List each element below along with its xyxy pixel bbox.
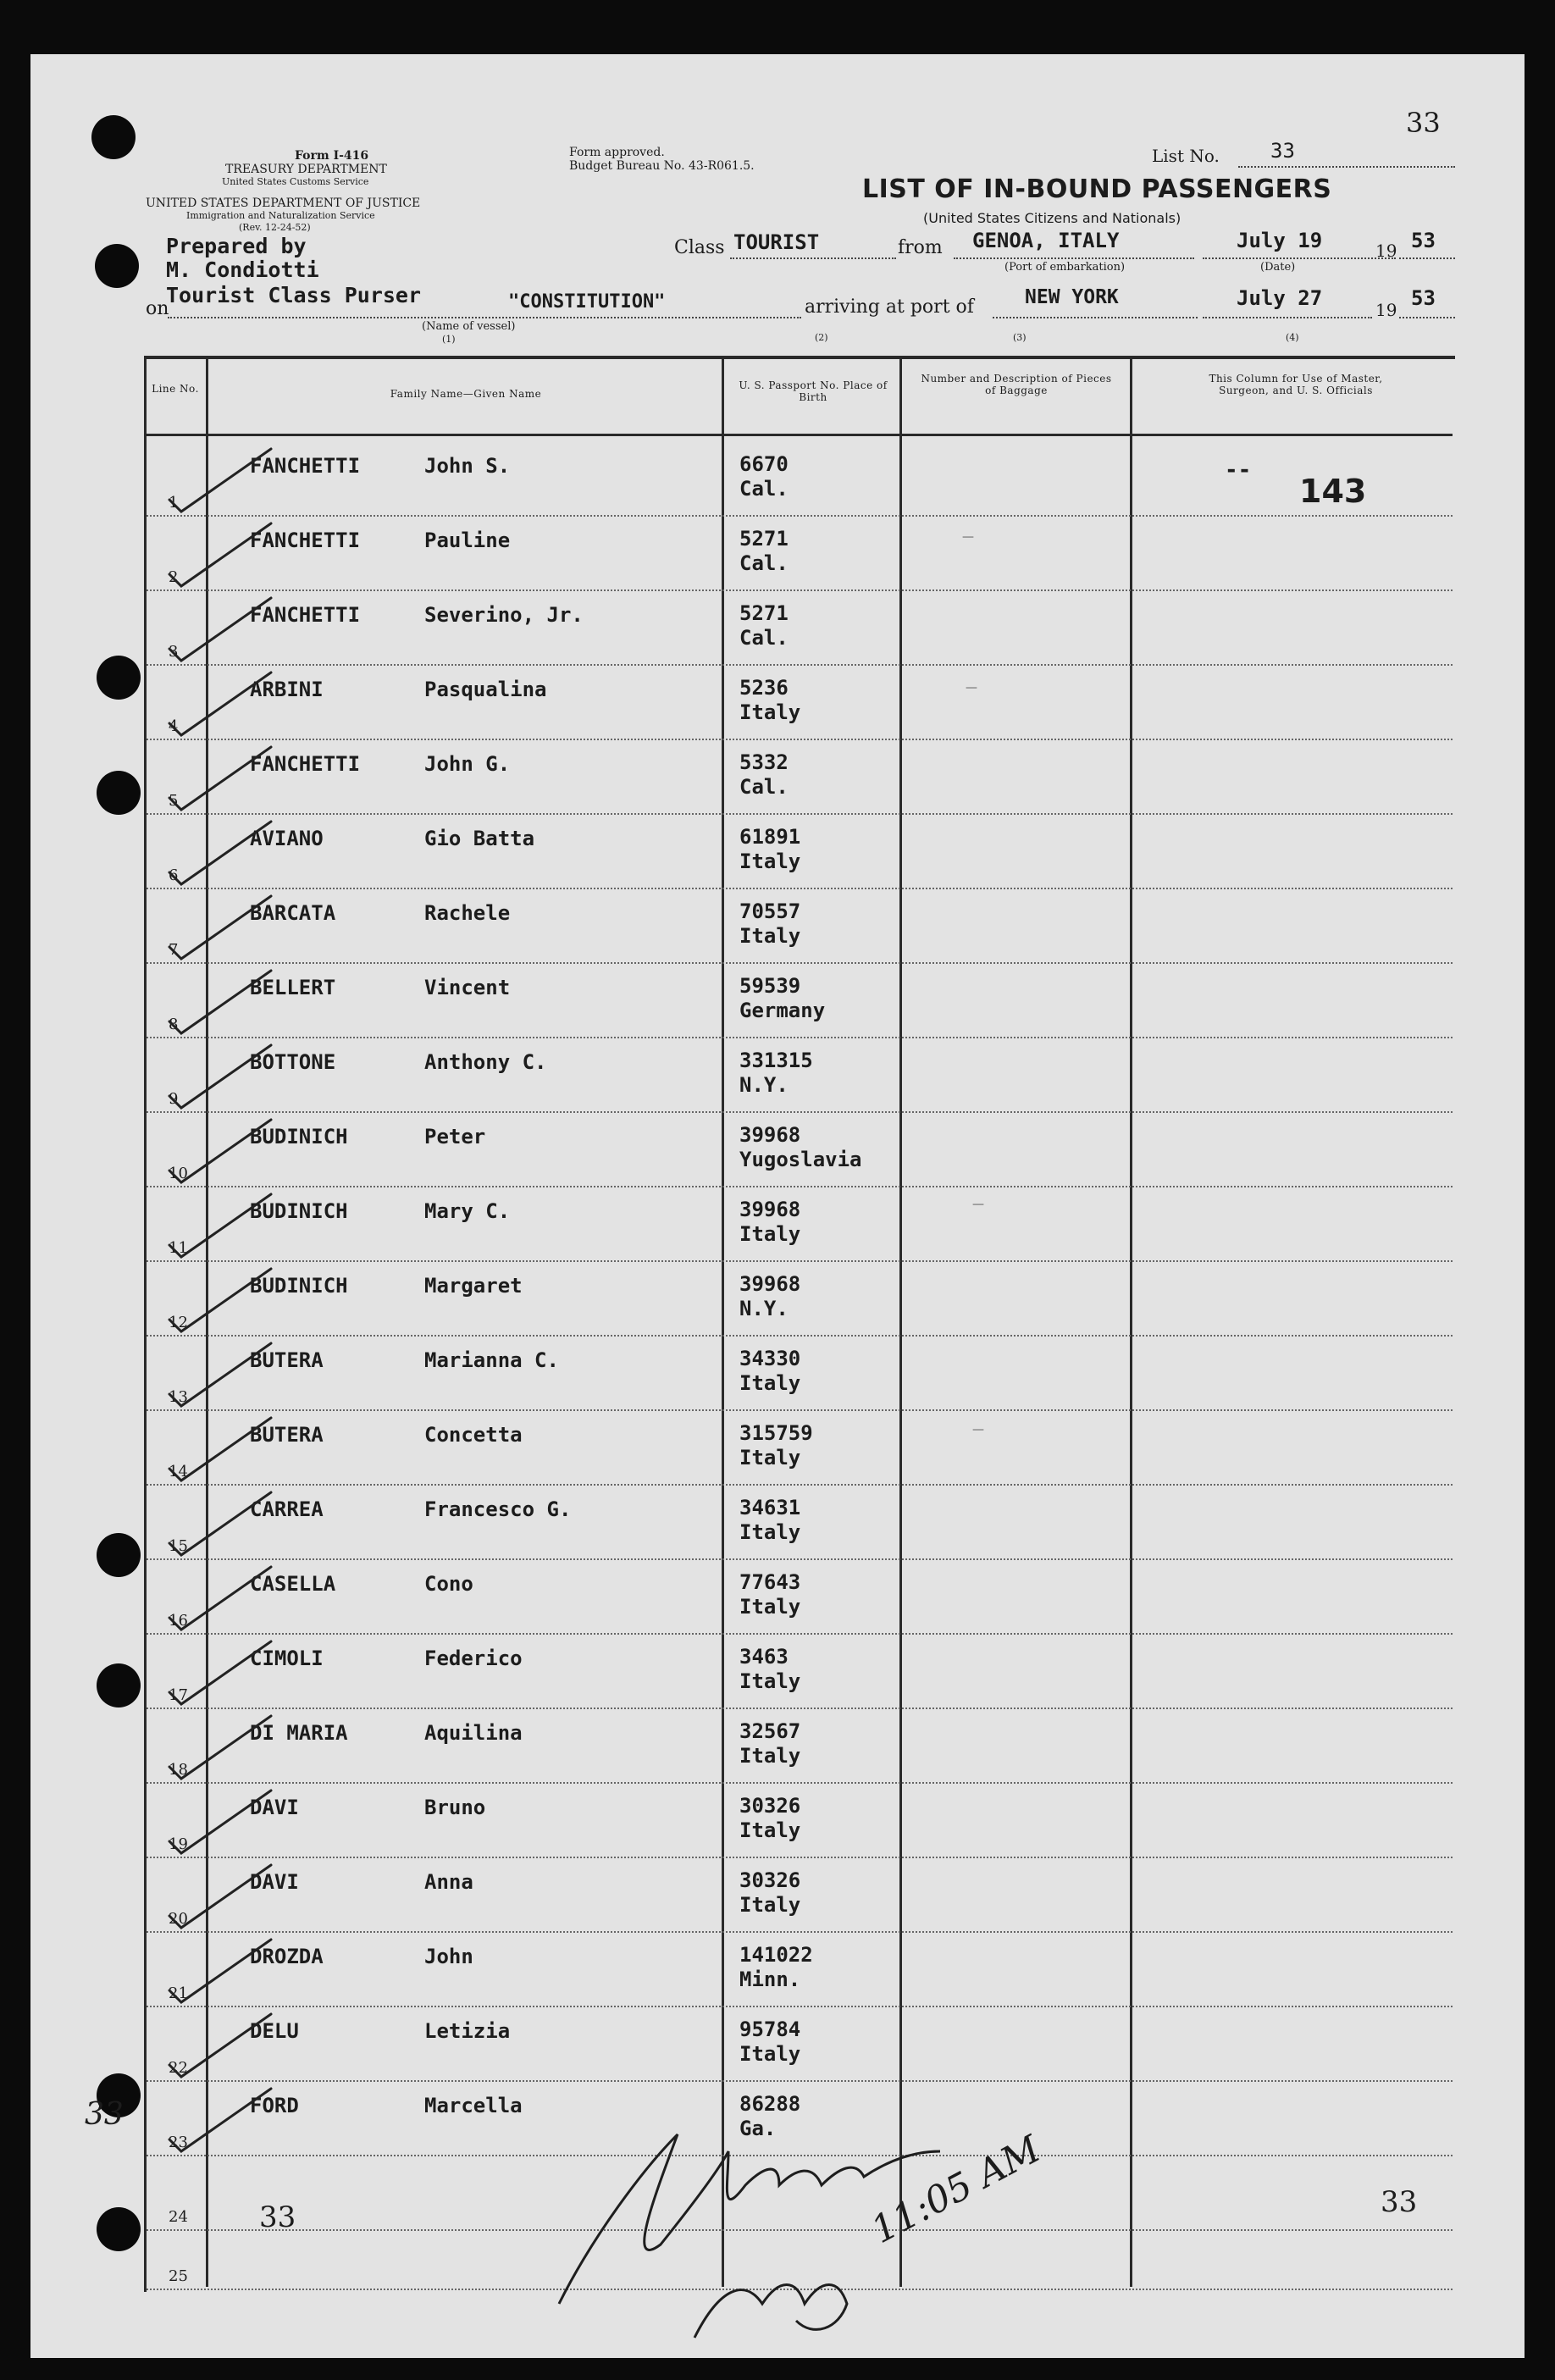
passport-number: 34330 [739, 1347, 801, 1370]
binder-hole [97, 2207, 141, 2251]
table-row [147, 739, 1453, 815]
place-of-birth: Italy [739, 2042, 801, 2066]
budget-bureau-no: Budget Bureau No. 43-R061.5. [569, 159, 755, 173]
place-of-birth: Italy [739, 700, 801, 724]
passport-cell [739, 974, 825, 1023]
arrival-port: NEW YORK [1025, 286, 1119, 308]
table-row [147, 1857, 1453, 1933]
table-row [147, 589, 1453, 666]
given-name: John [424, 1945, 473, 1968]
given-name: Pauline [424, 529, 511, 552]
passport-number: 331315 [739, 1049, 813, 1072]
header-official-use: This Column for Use of Master, Surgeon, and U. S. Officials [1209, 373, 1383, 396]
corner-page-number: 33 [1406, 107, 1441, 139]
baggage-mark: — [972, 1198, 984, 1211]
table-row [147, 962, 1453, 1038]
vessel-name: "CONSTITUTION" [508, 291, 666, 313]
line-number: 14 [169, 1463, 188, 1481]
departure-year-prefix: 19 [1375, 241, 1397, 261]
given-name: Concetta [424, 1423, 523, 1447]
place-of-birth: Italy [739, 1446, 801, 1470]
family-name: AVIANO [250, 827, 324, 850]
line-number: 1 [169, 494, 179, 512]
given-name: Francesco G. [424, 1497, 572, 1521]
passport-number: 77643 [739, 1570, 801, 1594]
place-of-birth: N.Y. [739, 1073, 789, 1097]
family-name: BUTERA [250, 1348, 324, 1372]
line-number: 21 [169, 1984, 188, 2002]
passport-number: 32567 [739, 1719, 801, 1743]
place-of-birth: Cal. [739, 626, 789, 650]
table-row [147, 1037, 1453, 1113]
given-name: Letizia [424, 2019, 511, 2043]
passport-cell [739, 2092, 800, 2141]
family-name: DAVI [250, 1796, 299, 1819]
line-number: 7 [169, 941, 179, 959]
given-name: Vincent [424, 976, 511, 999]
footer-right-number: 33 [1381, 2185, 1418, 2219]
passport-number: 30326 [739, 1868, 801, 1892]
table-row [147, 2080, 1453, 2156]
port-of-embarkation: GENOA, ITALY [972, 229, 1120, 252]
family-name: FANCHETTI [250, 603, 361, 627]
passport-number: 34631 [739, 1496, 801, 1519]
place-of-birth: Yugoslavia [739, 1148, 862, 1171]
place-of-birth: Cal. [739, 551, 789, 575]
header-baggage: Number and Description of Pieces of Baggage [921, 373, 1112, 396]
binder-hole [97, 656, 141, 700]
table-row [147, 2006, 1453, 2082]
departure-year: 53 [1411, 229, 1436, 252]
handwritten-time: 11:05 AM [864, 2127, 1048, 2253]
prepared-by-label: Prepared by [166, 234, 307, 258]
passport-cell [739, 1496, 800, 1545]
justice-department: UNITED STATES DEPARTMENT OF JUSTICE [146, 196, 421, 210]
line-number: 25 [169, 2267, 188, 2285]
given-name: John S. [424, 454, 511, 478]
table-row [147, 1708, 1453, 1784]
passport-number: 39968 [739, 1272, 801, 1296]
binder-hole [95, 244, 139, 288]
arriving-label: arriving at port of [805, 296, 974, 318]
list-no-value: 33 [1270, 139, 1295, 163]
prepared-by-name: M. Condiotti [166, 257, 319, 282]
given-name: Rachele [424, 901, 511, 925]
departure-date: July 19 [1237, 229, 1323, 252]
place-of-birth: Italy [739, 850, 801, 873]
place-of-birth: Ga. [739, 2117, 777, 2140]
header-line-no: Line No. [152, 383, 199, 395]
line-number: 4 [169, 717, 179, 735]
family-name: CASELLA [250, 1572, 336, 1596]
table-row [147, 1782, 1453, 1858]
passport-cell [739, 1868, 800, 1918]
line-number: 8 [169, 1016, 179, 1033]
form-approved: Form approved. [569, 146, 665, 159]
given-name: Margaret [424, 1274, 523, 1298]
passport-cell [739, 601, 789, 650]
binder-hole [91, 115, 136, 159]
table-row [147, 1335, 1453, 1411]
place-of-birth: Cal. [739, 775, 789, 799]
official-count: 143 [1299, 473, 1367, 510]
table-row [147, 515, 1453, 591]
passport-cell [739, 1645, 800, 1694]
table-row [147, 1558, 1453, 1635]
baggage-mark: — [966, 681, 977, 695]
line-number: 19 [169, 1835, 188, 1853]
col3-number: (3) [1013, 332, 1027, 343]
given-name: Cono [424, 1572, 473, 1596]
family-name: ARBINI [250, 678, 324, 701]
footer-left-number: 33 [259, 2200, 296, 2234]
customs-service: United States Customs Service [222, 176, 369, 187]
from-label: from [898, 237, 943, 258]
col2-number: (2) [815, 332, 828, 343]
given-name: Anthony C. [424, 1050, 547, 1074]
family-name: CARREA [250, 1497, 324, 1521]
table-row [147, 1260, 1453, 1337]
passport-cell [739, 676, 800, 725]
passport-number: 59539 [739, 974, 801, 998]
port-embark-caption: (Port of embarkation) [1004, 261, 1126, 274]
passport-number: 5271 [739, 601, 789, 625]
binder-hole [97, 1663, 141, 1708]
given-name: Federico [424, 1647, 523, 1670]
passport-number: 30326 [739, 1794, 801, 1818]
header-name: Family Name—Given Name [390, 388, 542, 400]
place-of-birth: Italy [739, 1818, 801, 1842]
passport-cell [739, 1049, 813, 1098]
family-name: FANCHETTI [250, 454, 361, 478]
line-number: 24 [169, 2208, 188, 2226]
line-number: 15 [169, 1537, 188, 1555]
place-of-birth: Minn. [739, 1968, 801, 1991]
header-passport: U. S. Passport No. Place of Birth [739, 379, 888, 403]
place-of-birth: Italy [739, 924, 801, 948]
given-name: Bruno [424, 1796, 486, 1819]
given-name: Marianna C. [424, 1348, 559, 1372]
place-of-birth: N.Y. [739, 1297, 789, 1320]
line-number: 6 [169, 866, 179, 884]
passport-number: 141022 [739, 1943, 813, 1967]
class-value: TOURIST [733, 230, 820, 254]
table-row [147, 664, 1453, 740]
family-name: BELLERT [250, 976, 336, 999]
passport-number: 3463 [739, 1645, 789, 1669]
given-name: Severino, Jr. [424, 603, 584, 627]
line-number: 20 [169, 1910, 188, 1928]
binder-hole [97, 1533, 141, 1577]
table-row [147, 1931, 1453, 2007]
family-name: DI MARIA [250, 1721, 348, 1745]
prepared-by-title: Tourist Class Purser [166, 283, 422, 307]
col4-number: (4) [1286, 332, 1299, 343]
list-no-label: List No. [1152, 146, 1220, 166]
line-number: 22 [169, 2059, 188, 2077]
passport-number: 5236 [739, 676, 789, 700]
col1-number: (1) [442, 334, 456, 345]
passport-cell [739, 1943, 813, 1992]
form-number: Form I-416 [295, 149, 369, 163]
line-number: 23 [169, 2134, 188, 2151]
passport-cell [739, 1794, 800, 1843]
line-number: 18 [169, 1761, 188, 1779]
passport-number: 6670 [739, 452, 789, 476]
passport-cell [739, 1570, 800, 1619]
arrival-date: July 27 [1237, 286, 1323, 310]
passport-cell [739, 899, 800, 949]
family-name: BUDINICH [250, 1274, 348, 1298]
passport-number: 70557 [739, 899, 801, 923]
official-dash: -- [1225, 457, 1252, 483]
family-name: BUTERA [250, 1423, 324, 1447]
arrival-year: 53 [1411, 286, 1436, 310]
passport-cell [739, 1347, 800, 1396]
given-name: Aquilina [424, 1721, 523, 1745]
line-number: 16 [169, 1612, 188, 1630]
place-of-birth: Germany [739, 999, 826, 1022]
family-name: BOTTONE [250, 1050, 336, 1074]
place-of-birth: Italy [739, 1520, 801, 1544]
table-row [147, 1484, 1453, 1560]
passport-number: 5271 [739, 527, 789, 551]
given-name: John G. [424, 752, 511, 776]
passport-cell [739, 750, 789, 800]
class-label: Class [674, 237, 725, 258]
place-of-birth: Italy [739, 1595, 801, 1619]
treasury-department: TREASURY DEPARTMENT [225, 163, 387, 176]
table-row [147, 1111, 1453, 1187]
passport-cell [739, 452, 789, 501]
table-row [147, 1186, 1453, 1262]
family-name: FORD [250, 2094, 299, 2117]
line-number: 2 [169, 568, 179, 586]
table-row [147, 2222, 1453, 2290]
passport-cell [739, 1421, 813, 1470]
baggage-mark: — [962, 530, 974, 544]
passport-cell [739, 1719, 800, 1768]
passport-number: 39968 [739, 1198, 801, 1221]
baggage-mark: — [972, 1423, 984, 1436]
table-row [147, 2155, 1453, 2231]
passport-number: 315759 [739, 1421, 813, 1445]
passport-cell [739, 1123, 862, 1172]
passport-cell [739, 527, 789, 576]
table-row [147, 1409, 1453, 1486]
ins-service: Immigration and Naturalization Service [186, 210, 375, 221]
date-caption: (Date) [1260, 261, 1296, 274]
table-row [147, 440, 1453, 517]
line-number: 3 [169, 643, 179, 661]
arrival-year-prefix: 19 [1375, 300, 1397, 320]
table-row [147, 888, 1453, 964]
family-name: CIMOLI [250, 1647, 324, 1670]
table-row [147, 813, 1453, 889]
line-number: 13 [169, 1388, 188, 1406]
revision-date: (Rev. 12-24-52) [239, 222, 311, 233]
passport-number: 39968 [739, 1123, 801, 1147]
form-subtitle: (United States Citizens and Nationals) [923, 210, 1181, 226]
passport-cell [739, 1272, 800, 1321]
place-of-birth: Italy [739, 1669, 801, 1693]
line-number: 17 [169, 1686, 188, 1704]
line-number: 5 [169, 792, 179, 810]
family-name: FANCHETTI [250, 752, 361, 776]
passport-number: 86288 [739, 2092, 801, 2116]
passport-cell [739, 2017, 800, 2067]
line-number: 12 [169, 1314, 188, 1331]
given-name: Peter [424, 1125, 486, 1148]
family-name: FANCHETTI [250, 529, 361, 552]
passport-number: 61891 [739, 825, 801, 849]
given-name: Mary C. [424, 1199, 511, 1223]
place-of-birth: Italy [739, 1744, 801, 1768]
binder-hole [97, 771, 141, 815]
passport-cell [739, 1198, 800, 1247]
place-of-birth: Italy [739, 1893, 801, 1917]
line-number: 9 [169, 1090, 179, 1108]
on-label: on [146, 298, 169, 319]
margin-number: 33 [85, 2097, 124, 2132]
place-of-birth: Italy [739, 1371, 801, 1395]
given-name: Anna [424, 1870, 473, 1894]
family-name: BARCATA [250, 901, 336, 925]
given-name: Marcella [424, 2094, 523, 2117]
passport-cell [739, 825, 800, 874]
passport-number: 5332 [739, 750, 789, 774]
place-of-birth: Cal. [739, 477, 789, 501]
form-title: LIST OF IN-BOUND PASSENGERS [862, 174, 1332, 204]
table-row [147, 1633, 1453, 1709]
family-name: BUDINICH [250, 1199, 348, 1223]
line-number: 10 [169, 1165, 188, 1182]
family-name: DAVI [250, 1870, 299, 1894]
vessel-caption: (Name of vessel) [422, 320, 516, 333]
family-name: DELU [250, 2019, 299, 2043]
family-name: BUDINICH [250, 1125, 348, 1148]
given-name: Pasqualina [424, 678, 547, 701]
given-name: Gio Batta [424, 827, 535, 850]
place-of-birth: Italy [739, 1222, 801, 1246]
passport-number: 95784 [739, 2017, 801, 2041]
family-name: DROZDA [250, 1945, 324, 1968]
line-number: 11 [169, 1239, 188, 1257]
